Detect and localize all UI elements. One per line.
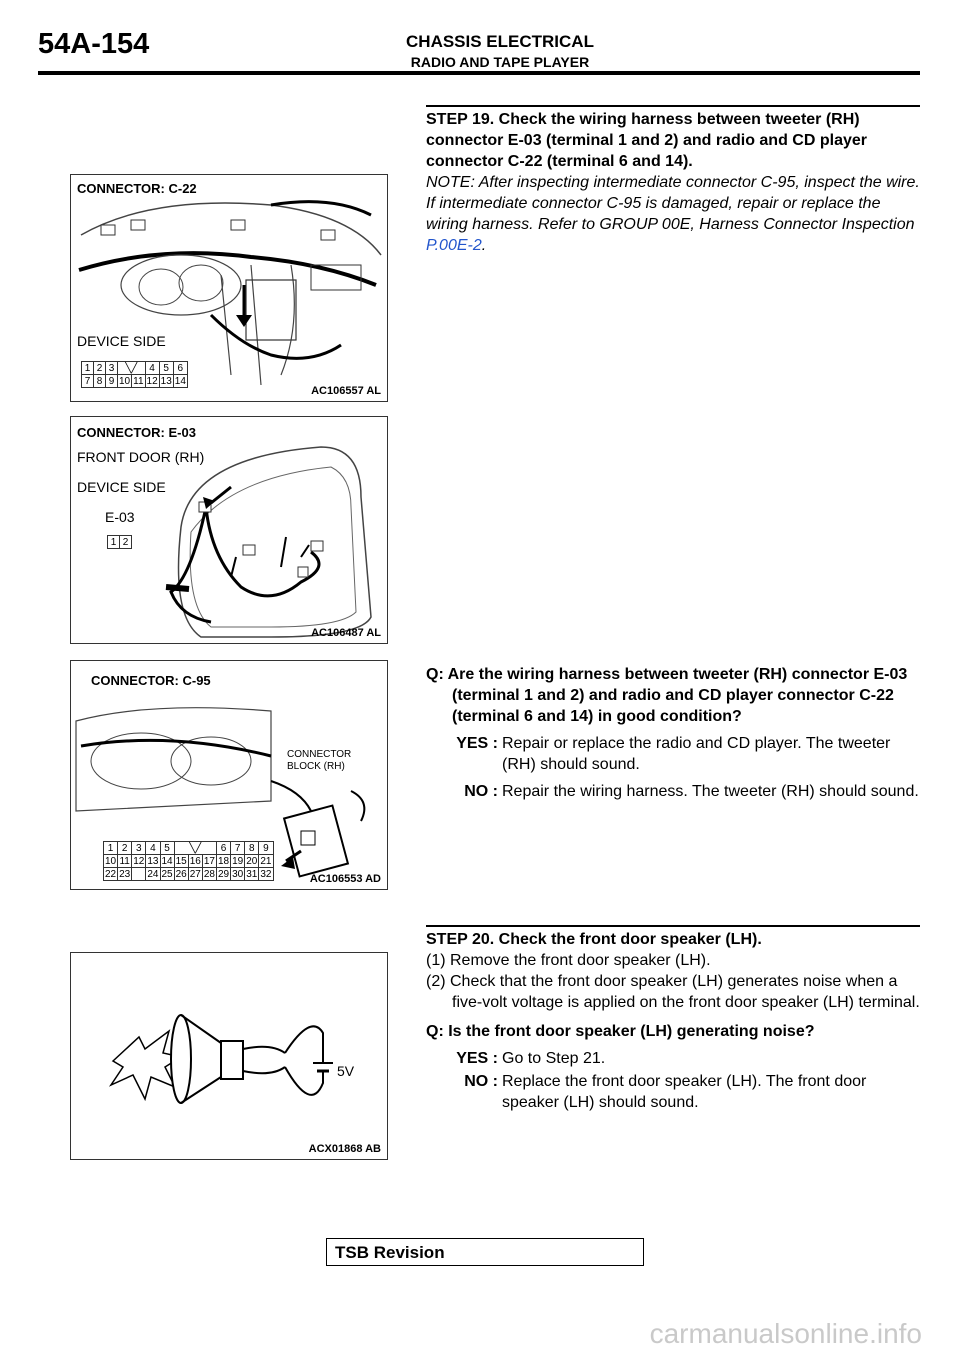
location-label: FRONT DOOR (RH) [77,449,205,465]
step19-rule [426,105,920,107]
figure-connector-e03 [70,416,388,644]
pin-gap: ╲╱ [118,362,146,375]
figure-code: ACX01868 AB [308,1143,381,1155]
pin: 24 [147,868,159,880]
pin: 22 [105,868,117,880]
voltage-label: 5V [337,1063,355,1079]
pin: 9 [259,842,273,855]
pin-gap: ╲╱ [174,842,216,855]
pin: 11 [133,375,144,387]
step20-yes [426,1048,920,1069]
pin: 10 [119,375,131,387]
connector-block-label-line1: CONNECTOR [287,749,352,760]
speaker-test-illustration [71,953,387,1159]
tsb-revision-label: TSB Revision [335,1243,445,1262]
pin: 5 [159,362,173,375]
pin-empty [132,868,146,881]
pin: 10 [105,855,117,867]
pin: 11 [119,855,130,867]
section-subtitle: RADIO AND TAPE PLAYER [410,54,590,70]
no-text: Repair the wiring harness. The tweeter (RH) should sound. [502,783,919,800]
figure-code: AC106557 AL [311,385,381,397]
pin: 3 [106,362,118,375]
pin: 16 [189,855,201,867]
pin: 21 [260,855,272,867]
pin: 12 [146,375,158,387]
pin: 19 [232,855,244,867]
pin: 9 [106,375,118,388]
pin: 14 [161,855,173,867]
pin: 15 [175,855,187,867]
pin: 2 [120,536,132,549]
page-number: 54A-154 [38,28,150,60]
step19-yes [426,733,920,775]
connector-pin-table [107,535,132,549]
pin: 5 [160,842,174,855]
step19-no [426,781,920,802]
step19-question: Q: Are the wiring harness between tweeter (RH) connector E-03 (terminal 1 and 2) and radio and CD player connector C-22 (terminal 6 and 14) in good condition? [426,666,908,725]
pin: 14 [174,375,186,387]
note-text: NOTE: After inspecting intermediate connector C-95, inspect the wire. If intermediate connector C-95 is damaged, repair or replace the wiring harness. Refer to GROUP 00E, Harness Connector Inspection [426,174,920,233]
note-end: . [481,237,487,254]
step19-question-block [426,664,920,802]
step19-heading: STEP 19. Check the wiring harness between tweeter (RH) connector E-03 (terminal 1 and 2) and radio and CD player connector C-22 (terminal 6 and 14). [426,111,867,170]
pin: 1 [82,362,94,375]
pin: 20 [246,855,258,867]
pin: 27 [189,868,201,880]
figure-connector-c95 [70,660,388,890]
yes-text: Go to Step 21. [502,1050,606,1067]
device-side-label: DEVICE SIDE [77,479,166,495]
pin: 31 [246,868,258,880]
figure-code: AC106487 AL [311,627,381,639]
pin: 26 [175,868,187,880]
pin: 1 [104,842,118,855]
pin: 4 [145,362,159,375]
pin: 13 [160,375,172,387]
figure-speaker-test [70,952,388,1160]
pin: 25 [161,868,173,880]
tsb-revision-box [326,1238,644,1266]
pin: 30 [232,868,244,880]
pin: 18 [218,855,230,867]
connector-label: E-03 [105,509,135,525]
pin: 4 [146,842,160,855]
pin: 23 [119,868,131,880]
no-label: NO : [464,1073,498,1090]
step20-item1: (1) Remove the front door speaker (LH). [426,952,711,969]
pin: 17 [203,855,215,867]
figure-connector-c22 [70,174,388,402]
watermark: carmanualsonline.info [649,1318,922,1349]
figure-code: AC106553 AD [309,873,381,885]
pin: 8 [245,842,259,855]
connector-block-label-line2: BLOCK (RH) [287,761,345,772]
figure-caption: CONNECTOR: C-22 [77,181,197,196]
connector-pin-table [81,361,188,388]
section-title: CHASSIS ELECTRICAL [406,32,594,51]
step19-note [426,172,920,256]
step20-item2: (2) Check that the front door speaker (LH) generates noise when a five-volt voltage is applied on the front door speaker (LH) terminal. [426,973,920,1011]
pin: 32 [260,868,272,880]
pin: 6 [217,842,231,855]
pin: 3 [132,842,146,855]
pin: 2 [94,362,106,375]
yes-text: Repair or replace the radio and CD player. The tweeter (RH) should sound. [502,735,891,773]
device-side-label: DEVICE SIDE [77,333,166,349]
pin: 2 [118,842,132,855]
step19-text [426,109,920,256]
step20-no [426,1071,920,1113]
pin: 8 [94,375,106,388]
pin: 29 [218,868,230,880]
pin: 28 [203,868,215,880]
connector-pin-table [103,841,274,881]
yes-label: YES : [456,735,498,752]
header-rule [38,71,920,75]
figure-caption: CONNECTOR: C-95 [91,673,211,688]
harness-inspection-link[interactable]: P.00E-2 [426,237,482,254]
pin: 7 [231,842,245,855]
yes-label: YES : [456,1050,498,1067]
step20-question: Q: Is the front door speaker (LH) generating noise? [426,1023,815,1040]
step20-heading: STEP 20. Check the front door speaker (LH). [426,931,762,948]
pin: 12 [133,855,145,867]
no-text: Replace the front door speaker (LH). The front door speaker (LH) should sound. [502,1073,867,1111]
pin: 6 [173,362,187,375]
figure-caption: CONNECTOR: E-03 [77,425,196,440]
pin: 7 [82,375,94,388]
step20-rule [426,925,920,927]
no-label: NO : [464,783,498,800]
step20-text [426,929,920,1113]
pin: 1 [108,536,120,549]
pin: 13 [147,855,159,867]
